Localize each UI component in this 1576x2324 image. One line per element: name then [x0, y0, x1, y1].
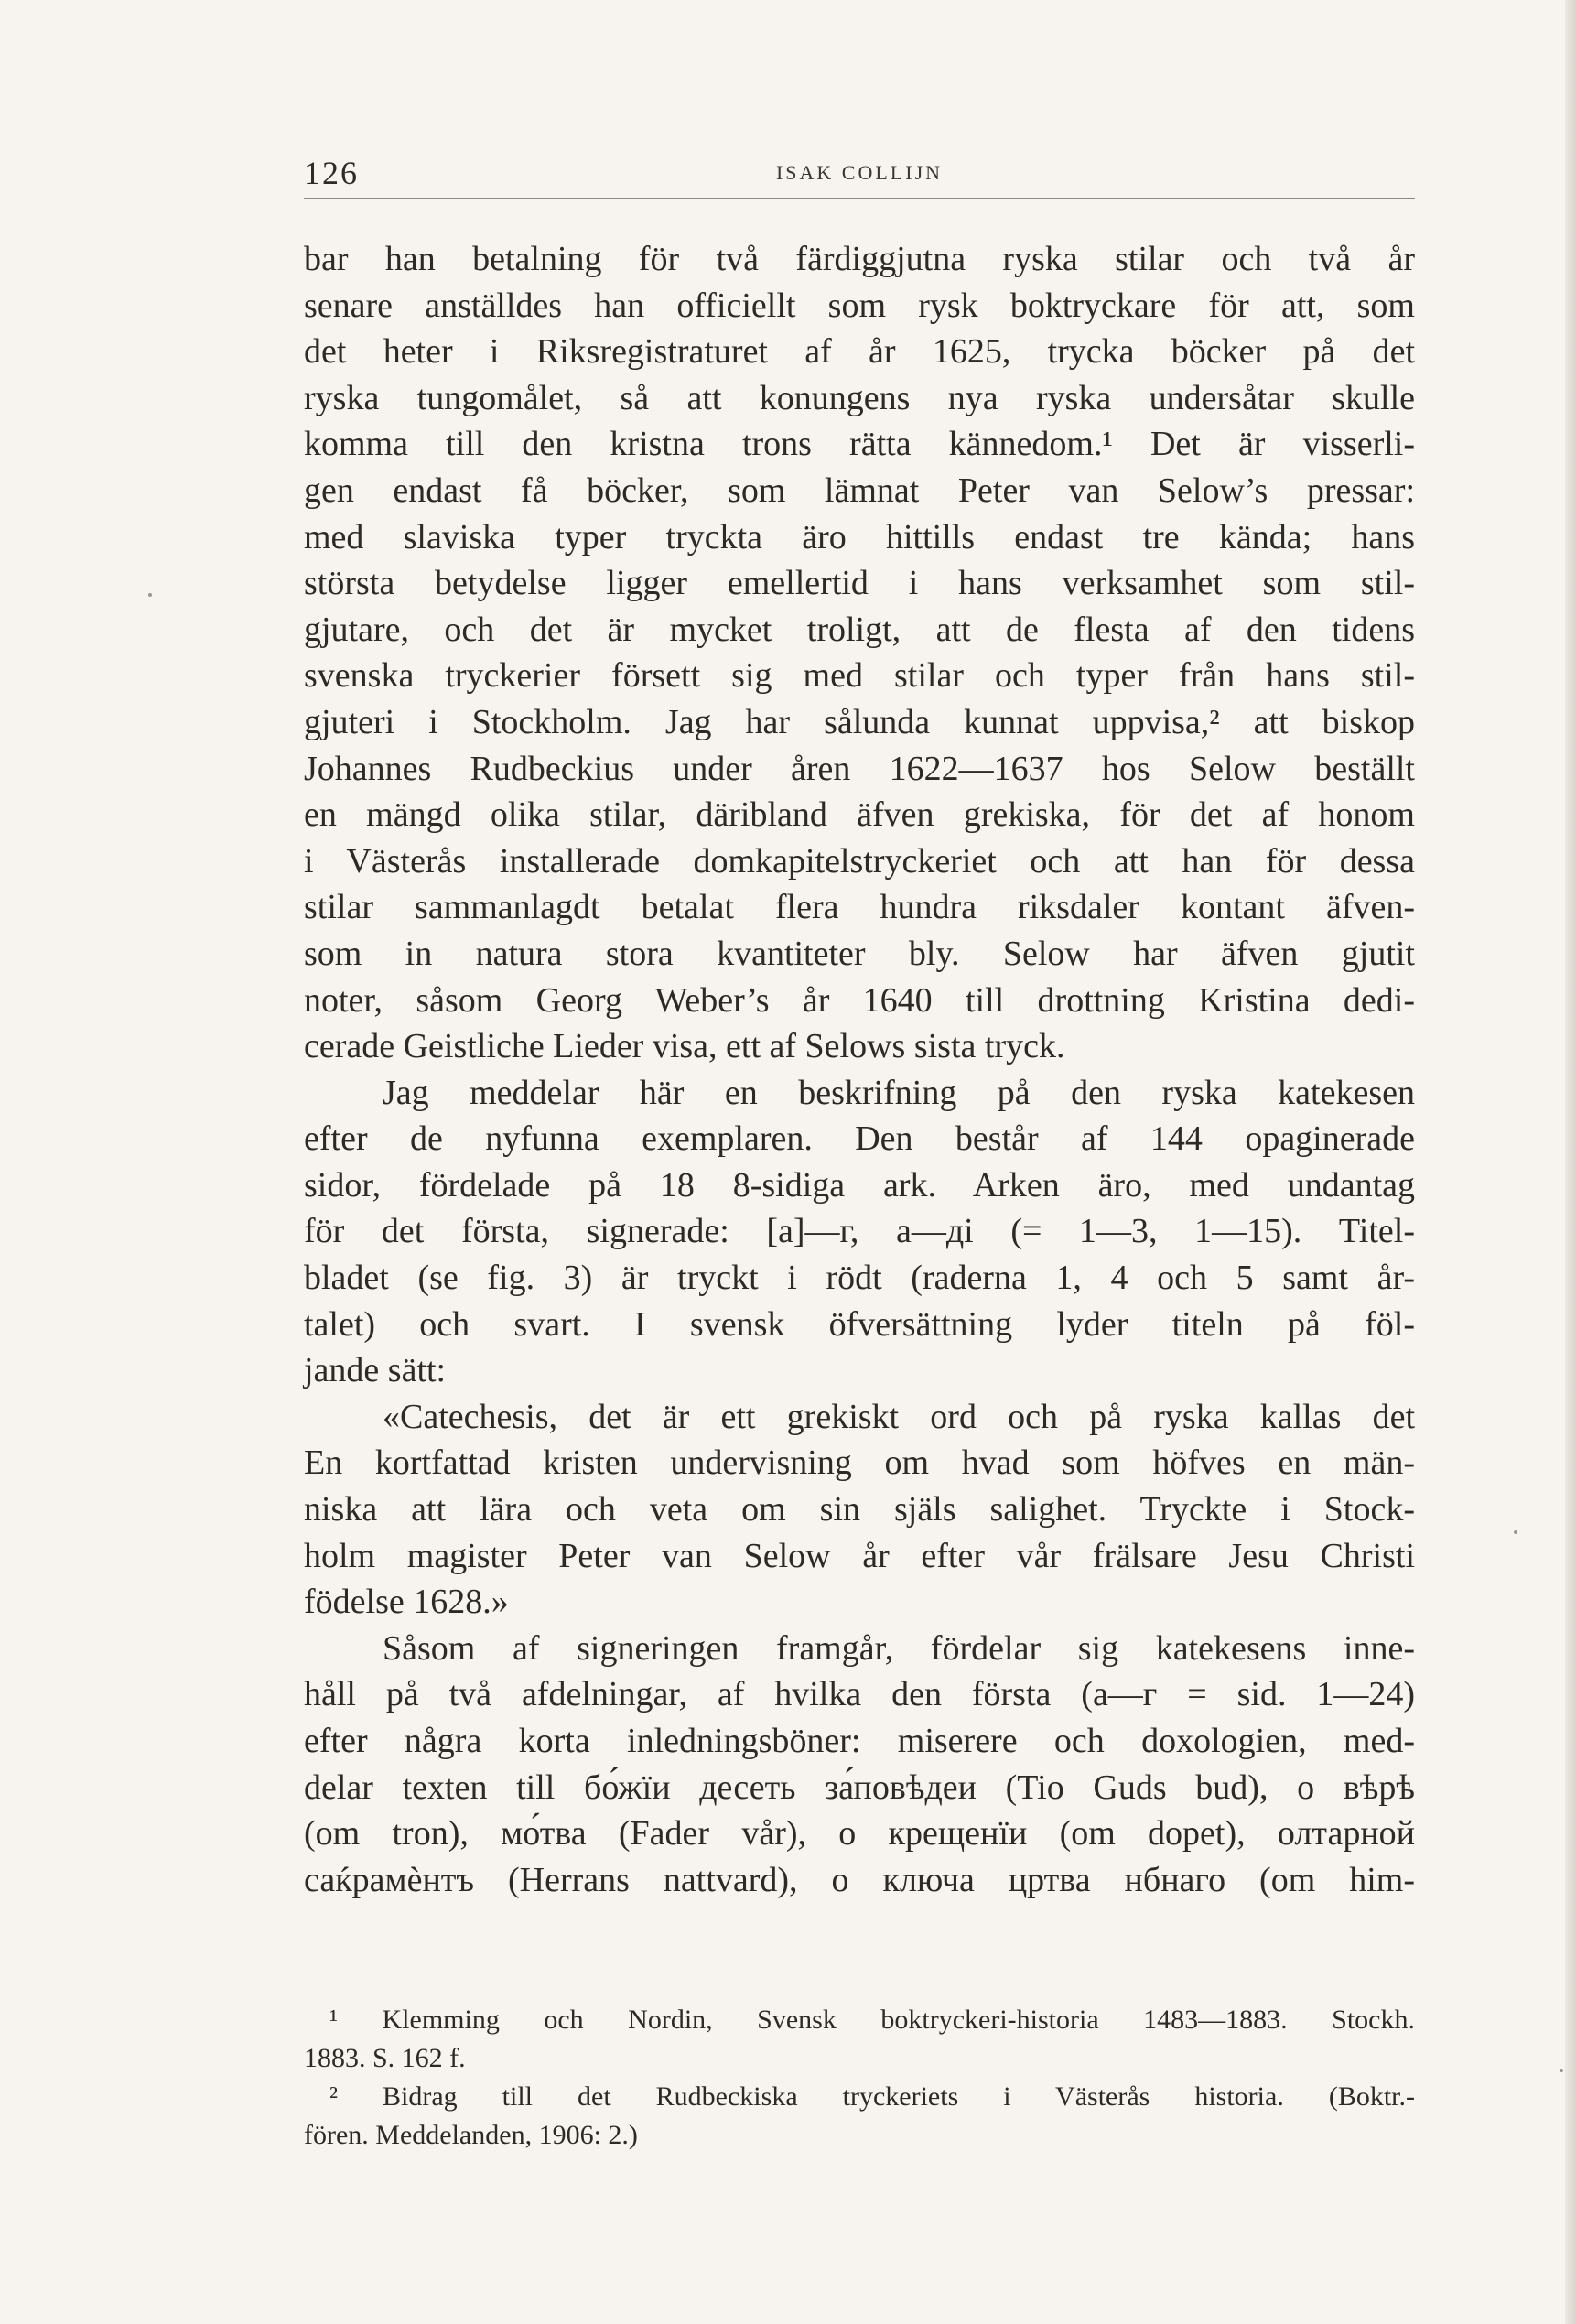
text-line: gjutare, och det är mycket troligt, att de flesta af den tidens — [304, 610, 1415, 649]
running-head: ISAK COLLIJN — [775, 161, 944, 184]
text-line: det heter i Riksregistraturet af år 1625, trycka böcker på det — [304, 332, 1415, 372]
text-line: bladet (se fig. 3) är tryckt i rödt (raderna 1, 4 och 5 samt år- — [304, 1259, 1415, 1298]
text-line: efter de nyfunna exemplaren. Den består af 144 opaginerade — [304, 1119, 1415, 1159]
text-line: senare anställdes han officiellt som rysk boktryckare för att, som — [304, 286, 1415, 325]
paper-speck — [1560, 2069, 1563, 2072]
text-line: som in natura stora kvantiteter bly. Selow har äfven gjutit — [304, 934, 1415, 973]
text-line: Jag meddelar här en beskrifning på den ryska katekesen — [383, 1073, 1415, 1112]
paper-speck — [148, 593, 152, 597]
text-line: саќрамѐнтъ (Herrans nattvard), о ключа цртва нбнаго (om him- — [304, 1860, 1415, 1899]
page-header — [304, 154, 1415, 199]
text-line: håll på två afdelningar, af hvilka den första (а—г = sid. 1—24) — [304, 1675, 1415, 1714]
text-line: «Catechesis, det är ett grekiskt ord och på ryska kallas det — [383, 1397, 1415, 1436]
page-number: 126 — [304, 155, 359, 191]
text-line: största betydelse ligger emellertid i hans verksamhet som stil- — [304, 564, 1415, 603]
text-line: i Västerås installerade domkapitelstryckeriet och att han för dessa — [304, 841, 1415, 881]
text-line: svenska tryckerier försett sig med stilar och typer från hans stil- — [304, 656, 1415, 696]
text-line: med slaviska typer tryckta äro hittills endast tre kända; hans — [304, 517, 1415, 557]
paper-speck — [1514, 1530, 1517, 1534]
text-line: Johannes Rudbeckius under åren 1622—1637 hos Selow beställt — [304, 749, 1415, 788]
text-line: holm magister Peter van Selow år efter vår frälsare Jesu Christi — [304, 1536, 1415, 1575]
text-line: ryska tungomålet, så att konungens nya ryska undersåtar skulle — [304, 378, 1415, 417]
text-line: efter några korta inledningsböner: miserere och doxologien, med- — [304, 1722, 1415, 1760]
text-line: jande sätt: — [304, 1351, 447, 1390]
text-line: noter, såsom Georg Weber’s år 1640 till drottning Kristina dedi- — [304, 980, 1415, 1020]
text-line: niska att lära och veta om sin själs salighet. Tryckte i Stock- — [304, 1490, 1415, 1530]
footnote-line: fören. Meddelanden, 1906: 2.) — [304, 2120, 638, 2150]
text-line: födelse 1628.» — [304, 1583, 509, 1622]
body-text — [304, 236, 1415, 1903]
footnote-line: 1883. S. 162 f. — [304, 2043, 466, 2073]
text-line: stilar sammanlagdt betalat flera hundra riksdaler kontant äfven- — [304, 888, 1415, 927]
text-line: komma till den kristna trons rätta kännedom.¹ Det är visserli- — [304, 425, 1415, 464]
text-line: En kortfattad kristen undervisning om hvad som höfves en män- — [304, 1443, 1415, 1483]
text-line: sidor, fördelade på 18 8-sidiga ark. Arken äro, med undantag — [304, 1165, 1415, 1205]
text-line: cerade Geistliche Lieder visa, ett af Selows sista tryck. — [304, 1027, 1065, 1066]
footnotes — [304, 2001, 1415, 2155]
text-line: bar han betalning för två färdiggjutna ryska stilar och två år — [304, 240, 1415, 278]
text-line: gjuteri i Stockholm. Jag har sålunda kunnat uppvisa,² att biskop — [304, 702, 1415, 741]
text-line: delar texten till бо́жїи десеть за́повѣдеи (Tio Guds bud), о вѣрѣ — [304, 1767, 1415, 1807]
text-line: (om tron), мо́тва (Fader vår), о крещенїи (om dopet), олтарной — [304, 1814, 1415, 1854]
text-line: en mängd olika stilar, däribland äfven grekiska, för det af honom — [304, 795, 1415, 835]
footnote-line: ² Bidrag till det Rudbeckiska tryckeriets i Västerås historia. (Boktr.- — [329, 2081, 1415, 2112]
text-line: Såsom af signeringen framgår, fördelar sig katekesens inne- — [383, 1628, 1415, 1668]
footnote-line: ¹ Klemming och Nordin, Svensk boktryckeri-historia 1483—1883. Stockh. — [329, 2005, 1415, 2035]
text-line: talet) och svart. I svensk öfversättning lyder titeln på föl- — [304, 1304, 1415, 1344]
text-line: för det första, signerade: [а]—г, а—ді (= 1—3, 1—15). Titel- — [304, 1212, 1415, 1251]
page-edge — [1565, 0, 1576, 2324]
text-line: gen endast få böcker, som lämnat Peter van Selow’s pressar: — [304, 470, 1415, 510]
